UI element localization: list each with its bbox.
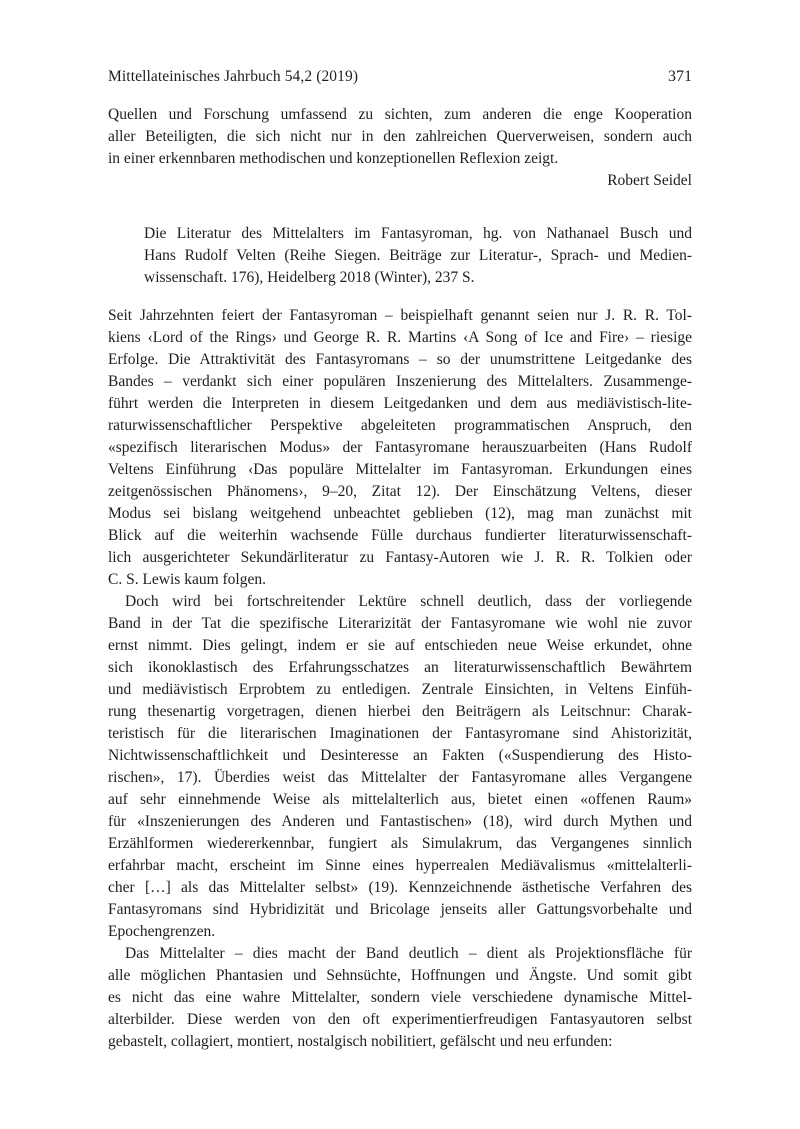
running-header <box>108 66 692 88</box>
text-line: rischen», 17). Überdies weist das Mittelalter der Fantasyromane alles Vergangene <box>108 769 692 786</box>
text-line: Epochengrenzen. <box>108 923 216 940</box>
text-line: Doch wird bei fortschreitender Lektüre schnell deutlich, dass der vorliegende <box>125 593 692 610</box>
text-line: Erfolge. Die Attraktivität des Fantasyromans – so der unumstrittene Leitgedanke des <box>108 351 692 368</box>
text-line: erfahrbar macht, erscheint im Sinne eines hyperrealen Mediävalismus «mittelalterli- <box>108 857 692 874</box>
text-line: alterbilder. Diese werden von den oft experimentierfreudigen Fantasyautoren selbst <box>108 1011 692 1028</box>
text-line: Hans Rudolf Velten (Reihe Siegen. Beiträge zur Literatur-, Sprach- und Medien- <box>144 247 692 264</box>
text-line: Seit Jahrzehnten feiert der Fantasyroman – beispielhaft genannt seien nur J. R. R. Tol- <box>108 307 692 324</box>
text-line: Quellen und Forschung umfassend zu sichten, zum anderen die enge Kooperation <box>108 106 692 123</box>
text-line: kiens ‹Lord of the Rings› und George R. R. Martins ‹A Song of Ice and Fire› – riesige <box>108 329 692 346</box>
text-line: alle möglichen Phantasien und Sehnsüchte, Hoffnungen und Ängste. Und somit gibt <box>108 967 692 984</box>
text-line: zeitgenössischen Phänomens›, 9–20, Zitat 12). Der Einschätzung Veltens, dieser <box>108 483 692 500</box>
review-paragraph-1 <box>108 305 692 591</box>
content <box>108 104 692 1053</box>
text-line: «spezifisch literarischen Modus» der Fantasyromane herauszuarbeiten (Hans Rudolf <box>108 439 692 456</box>
text-line: Fantasyromans sind Hybridizität und Bricolage jenseits aller Gattungsvorbehalte und <box>108 901 692 918</box>
text-line: Das Mittelalter – dies macht der Band deutlich – dient als Projektionsfläche für <box>125 945 692 962</box>
text-line: Nichtwissenschaftlichkeit und Desinteresse an Fakten («Suspendierung des Histo- <box>108 747 692 764</box>
text-line: Modus sei bislang weitgehend unbeachtet geblieben (12), mag man zunächst mit <box>108 505 692 522</box>
text-line: Erzählformen wiedererkennbar, fungiert als Simulakrum, das Vergangenes sinnlich <box>108 835 692 852</box>
text-line: aller Beteiligten, die sich nicht nur in den zahlreichen Querverweisen, sondern auch <box>108 128 692 145</box>
reviewer-signature <box>108 170 692 192</box>
text-line: rung thesenartig vorgetragen, dienen hierbei den Beiträgern als Leitschnur: Charak- <box>108 703 692 720</box>
text-line: lich ausgerichteter Sekundärliteratur zu Fantasy-Autoren wie J. R. R. Tolkien oder <box>108 549 692 566</box>
text-line: raturwissenschaftlicher Perspektive abgeleiteten programmatischen Anspruch, den <box>108 417 692 434</box>
text-line: sich ikonoklastisch des Erfahrungsschatzes an literaturwissenschaftlich Bewährtem <box>108 659 692 676</box>
journal-title: Mittellateinisches Jahrbuch 54,2 (2019) <box>108 68 359 85</box>
text-line: cher […] als das Mittelalter selbst» (19). Kennzeichnende ästhetische Verfahren des <box>108 879 692 896</box>
text-line: Die Literatur des Mittelalters im Fantasyroman, hg. von Nathanael Busch und <box>144 225 692 242</box>
text-line: Veltens Einführung ‹Das populäre Mittelalter im Fantasyroman. Erkundungen eines <box>108 461 692 478</box>
text-line: ernst nimmt. Dies gelingt, indem er sie auf entschieden neue Weise erkundet, ohne <box>108 637 692 654</box>
review-paragraph-2 <box>108 591 692 943</box>
text-line: teristisch für die literarischen Imaginationen der Fantasyromane sind Ahistorizität, <box>108 725 692 742</box>
text-line: gebastelt, collagiert, montiert, nostalgisch nobilitiert, gefälscht und neu erfunden: <box>108 1033 613 1050</box>
text-line: Robert Seidel <box>607 172 692 189</box>
text-line: für «Inszenierungen des Anderen und Fantastischen» (18), wird durch Mythen und <box>108 813 692 830</box>
page-number: 371 <box>668 68 692 85</box>
text-line: Band in der Tat die spezifische Literarizität der Fantasyromane wie wohl nie zuvor <box>108 615 692 632</box>
review-paragraph-3 <box>108 943 692 1053</box>
text-line: und mediävistisch Erprobtem zu entledigen. Zentrale Einsichten, in Veltens Einfüh- <box>108 681 692 698</box>
text-line: wissenschaft. 176), Heidelberg 2018 (Winter), 237 S. <box>144 269 475 286</box>
text-line: führt werden die Interpreten in diesem Leitgedanken und dem aus mediävistisch-lite- <box>108 395 692 412</box>
paragraph-continuation <box>108 104 692 170</box>
text-line: C. S. Lewis kaum folgen. <box>108 571 266 588</box>
text-line: auf sehr einnehmende Weise als mittelalterlich aus, bietet einen «offenen Raum» <box>108 791 692 808</box>
text-line: Bandes – verdankt sich einer populären Inszenierung des Mittelalters. Zusammenge- <box>108 373 692 390</box>
text-line: Blick auf die weiterhin wachsende Fülle durchaus fundierter literaturwissenschaft- <box>108 527 692 544</box>
text-line: in einer erkennbaren methodischen und konzeptionellen Reflexion zeigt. <box>108 150 559 167</box>
review-heading <box>144 223 692 289</box>
text-line: es nicht das eine wahre Mittelalter, sondern viele verschiedene dynamische Mittel- <box>108 989 692 1006</box>
